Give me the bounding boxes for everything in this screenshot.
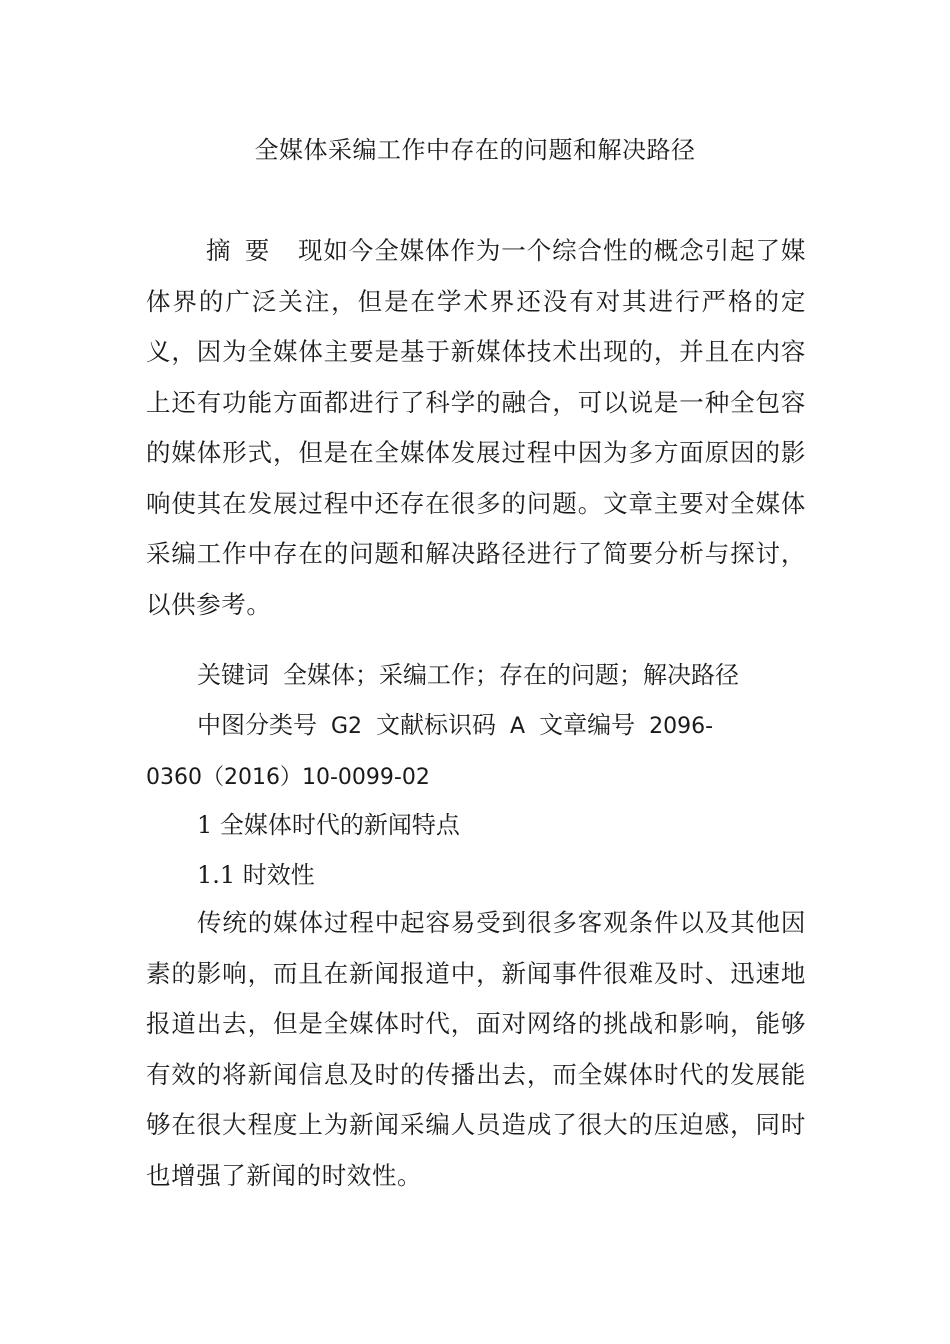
page-title: 全媒体采编工作中存在的问题和解决路径: [254, 136, 696, 164]
classification-value: G2: [331, 714, 363, 739]
article-no-value-line1: 2096-: [649, 714, 714, 739]
keywords-label: 关键词: [197, 661, 269, 689]
classification-block: [146, 700, 826, 803]
doc-code-label: 文献标识码: [376, 711, 497, 739]
abstract-label: 摘要: [206, 236, 284, 265]
doc-code-value: A: [510, 714, 526, 739]
section-heading: 1 全媒体时代的新闻特点: [197, 811, 460, 839]
abstract-text: 现如今全媒体作为一个综合性的概念引起了媒体界的广泛关注，但是在学术界还没有对其进行严格的定义，因为全媒体主要是基于新媒体技术出现的，并且在内容上还有功能方面都进行了科学的融合，可以说是一种全包容的媒体形式，但是在全媒体发展过程中因为多方面原因的影响使其在发展过程中还存在很多的问题。文章主要对全媒体采编工作中存在的问题和解决路径进行了简要分析与探讨，以供参考。: [146, 236, 807, 619]
classification-line: [146, 700, 826, 753]
body-paragraph: 传统的媒体过程中起容易受到很多客观条件以及其他因素的影响，而且在新闻报道中，新闻事件很难及时、迅速地报道出去，但是全媒体时代，面对网络的挑战和影响，能够有效的将新闻信息及时的传播出去，而全媒体时代的发展能够在很大程度上为新闻采编人员造成了很大的压迫感，同时也增强了新闻的时效性。: [146, 908, 806, 1190]
subsection-heading: 1.1 时效性: [197, 861, 315, 889]
article-no-value-line2: 0360（2016）10-0099-02: [146, 764, 430, 790]
abstract-paragraph: [146, 226, 806, 630]
keywords-line: [146, 650, 826, 701]
article-no-label: 文章编号: [539, 711, 636, 739]
keywords-text: 全媒体；采编工作；存在的问题；解决路径: [283, 661, 739, 689]
classification-label: 中图分类号: [197, 711, 317, 739]
